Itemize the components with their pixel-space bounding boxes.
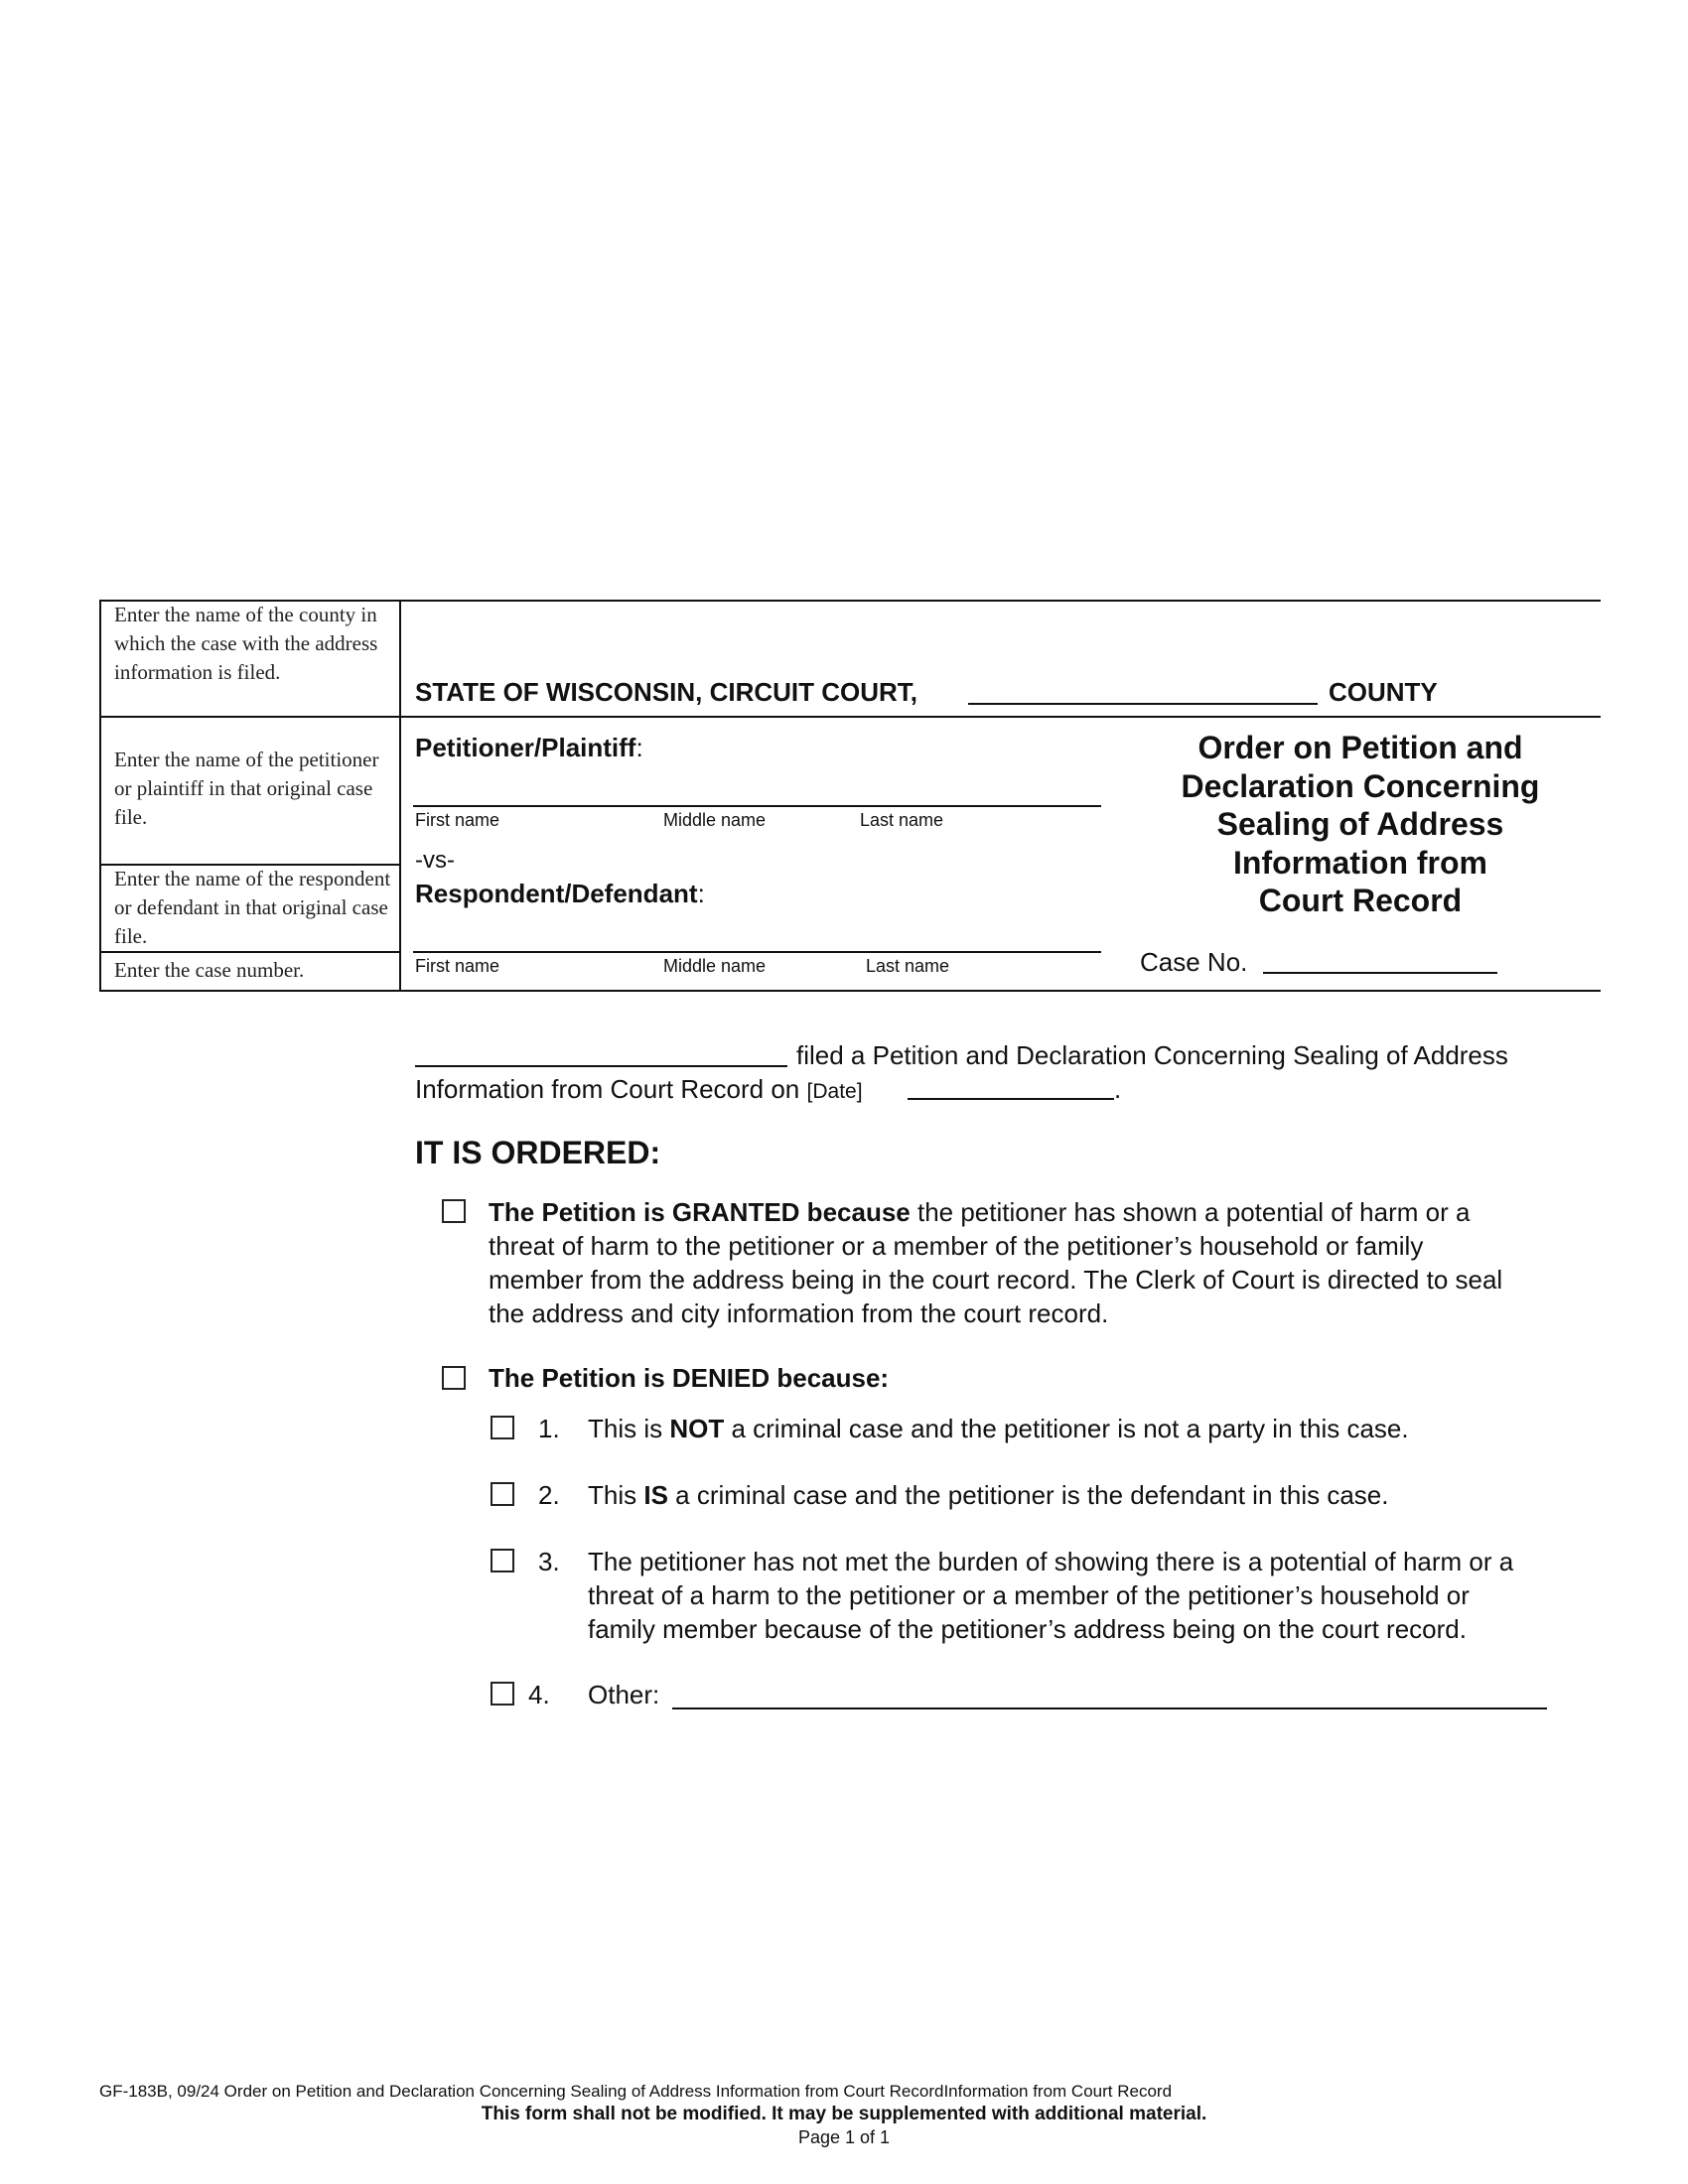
- court-heading: STATE OF WISCONSIN, CIRCUIT COURT,: [415, 677, 918, 707]
- title-line-1: Order on Petition and: [1197, 730, 1523, 765]
- reason-2-bold: IS: [643, 1480, 668, 1510]
- reason-2-checkbox[interactable]: [491, 1482, 514, 1506]
- granted-checkbox[interactable]: [442, 1199, 466, 1223]
- caption-left-border: [99, 600, 101, 992]
- reason-1-post: a criminal case and the petitioner is not a party in this case.: [724, 1414, 1409, 1443]
- case-number-label: Case No.: [1140, 947, 1248, 977]
- petitioner-label: [415, 733, 643, 762]
- granted-line-1-text: the petitioner has shown a potential of harm or a: [910, 1197, 1471, 1227]
- intro-line-2: [415, 1072, 863, 1109]
- reason-3-number: 3.: [538, 1547, 560, 1576]
- petitioner-name-field[interactable]: [413, 805, 1101, 807]
- reason-1-checkbox[interactable]: [491, 1416, 514, 1439]
- caption-hint-divider-3: [99, 951, 401, 953]
- respondent-label-text: Respondent/Defendant: [415, 879, 698, 908]
- reason-1-text: [588, 1412, 1409, 1445]
- respondent-last-name-label: Last name: [866, 956, 950, 976]
- respondent-middle-name-label: Middle name: [663, 956, 767, 976]
- county-hint: Enter the name of the county in which the case with the address information is filed.: [114, 603, 378, 684]
- reason-4-number: 4.: [528, 1680, 550, 1709]
- granted-line-3: member from the address being in the court record. The Clerk of Court is directed to seal: [489, 1265, 1503, 1295]
- date-field[interactable]: [908, 1098, 1114, 1100]
- respondent-first-name-label: First name: [415, 956, 500, 976]
- granted-line-2: threat of harm to the petitioner or a member of the petitioner’s household or family: [489, 1231, 1424, 1261]
- granted-paragraph: [489, 1195, 1596, 1330]
- granted-line-1: [489, 1195, 1596, 1229]
- other-reason-field[interactable]: [672, 1707, 1547, 1709]
- reason-3-text: [588, 1545, 1601, 1646]
- caption-row-divider-1: [99, 716, 1601, 718]
- petitioner-label-text: Petitioner/Plaintiff: [415, 733, 636, 762]
- reason-3-line-2: threat of a harm to the petitioner or a member of the petitioner’s household or: [588, 1580, 1470, 1610]
- reason-4-checkbox[interactable]: [491, 1682, 514, 1706]
- footer-form-id: GF-183B, 09/24 Order on Petition and Declaration Concerning Sealing of Address Information from Court RecordInformation from Court Record: [99, 2082, 1173, 2101]
- petitioner-first-name-label: First name: [415, 810, 500, 830]
- granted-line-4: the address and city information from the court record.: [489, 1298, 1109, 1328]
- footer-page-number: Page 1 of 1: [797, 2127, 891, 2147]
- title-line-2: Declaration Concerning: [1181, 767, 1540, 804]
- footer-notice: This form shall not be modified. It may be supplemented with additional material.: [481, 2104, 1207, 2124]
- petitioner-middle-name-label: Middle name: [663, 810, 767, 830]
- county-label: COUNTY: [1329, 677, 1438, 707]
- reason-1-pre: This is: [588, 1414, 670, 1443]
- respondent-name-field[interactable]: [413, 951, 1101, 953]
- versus-label: -vs-: [415, 847, 455, 874]
- reason-1-bold: NOT: [669, 1414, 725, 1443]
- reason-2-pre: This: [588, 1480, 644, 1510]
- reason-3-line-1: The petitioner has not met the burden of showing there is a potential of harm or a: [588, 1547, 1514, 1576]
- filer-name-field[interactable]: [415, 1065, 787, 1067]
- intro-period: .: [1114, 1074, 1122, 1104]
- reason-2-post: a criminal case and the petitioner is the defendant in this case.: [667, 1480, 1389, 1510]
- denied-checkbox[interactable]: [442, 1366, 466, 1390]
- reason-4-label: Other:: [588, 1680, 660, 1709]
- reason-1-number: 1.: [538, 1414, 560, 1443]
- intro-line-2-text: Information from Court Record on: [415, 1074, 800, 1104]
- case-number-hint: Enter the case number.: [114, 958, 305, 982]
- order-heading: IT IS ORDERED:: [415, 1135, 661, 1170]
- title-line-3: Sealing of Address: [1216, 806, 1504, 842]
- petitioner-label-colon: :: [635, 733, 643, 762]
- denied-heading: The Petition is DENIED because:: [489, 1363, 890, 1393]
- petitioner-last-name-label: Last name: [860, 810, 944, 830]
- granted-bold-text: The Petition is GRANTED because: [489, 1197, 911, 1227]
- date-label: [Date]: [806, 1080, 863, 1103]
- respondent-label: [415, 879, 705, 908]
- respondent-label-colon: :: [697, 879, 705, 908]
- respondent-hint: Enter the name of the respondent or defendant in that original case file.: [114, 867, 391, 948]
- intro-line-1: filed a Petition and Declaration Concerning Sealing of Address: [796, 1040, 1508, 1070]
- caption-bottom-border: [99, 990, 1601, 992]
- reason-3-checkbox[interactable]: [491, 1549, 514, 1572]
- title-line-4: Information from: [1233, 844, 1487, 881]
- county-name-field[interactable]: [968, 703, 1318, 705]
- reason-2-text: [588, 1478, 1388, 1512]
- caption-column-divider: [399, 600, 401, 992]
- petitioner-hint: Enter the name of the petitioner or plaintiff in that original case file.: [114, 748, 379, 829]
- reason-2-number: 2.: [538, 1480, 560, 1510]
- document-title: [1132, 729, 1589, 920]
- reason-3-line-3: family member because of the petitioner’s address being on the court record.: [588, 1614, 1467, 1644]
- title-line-5: Court Record: [1258, 883, 1463, 918]
- case-number-field[interactable]: [1263, 972, 1497, 974]
